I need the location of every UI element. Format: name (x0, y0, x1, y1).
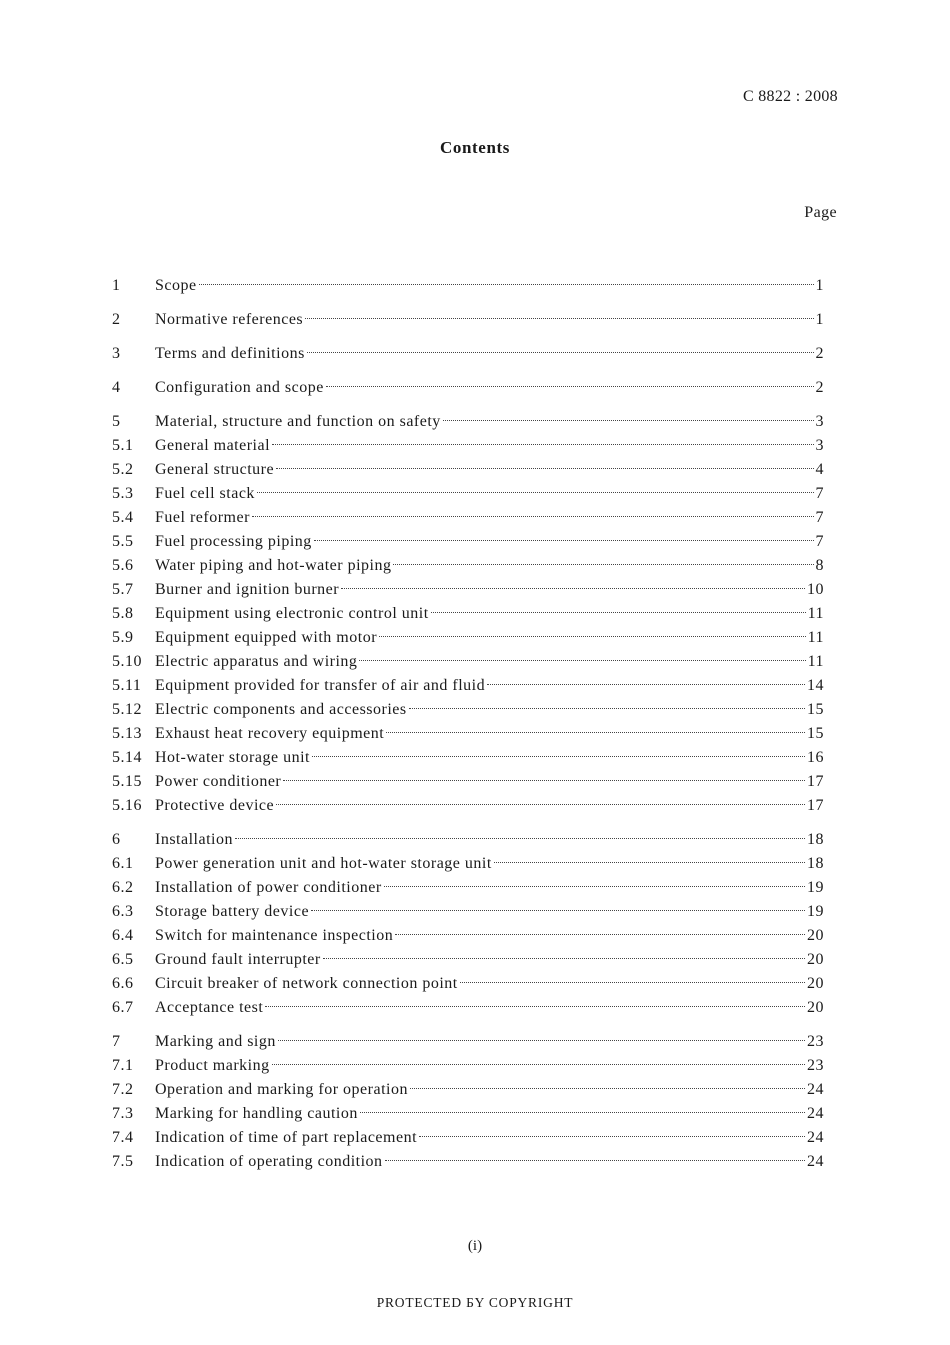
toc-dot-leader (314, 540, 814, 541)
toc-entry-title: Hot-water storage unit (155, 749, 310, 766)
toc-entry (112, 674, 824, 698)
toc-entry-title: Installation (155, 831, 233, 848)
toc-entry-page: 10 (807, 581, 824, 598)
toc-entry-title: Product marking (155, 1057, 270, 1074)
toc-entry-number: 2 (112, 311, 121, 328)
toc-entry-page: 11 (807, 653, 824, 670)
toc-entry-title: Equipment using electronic control unit (155, 605, 429, 622)
toc-entry-page: 17 (807, 797, 824, 814)
toc-dot-leader (379, 636, 806, 637)
toc-dot-leader (326, 386, 814, 387)
toc-entry-page: 2 (815, 379, 824, 396)
toc-entry-page: 1 (815, 277, 824, 294)
toc-dot-leader (272, 1064, 805, 1065)
toc-entry-title: Electric apparatus and wiring (155, 653, 358, 670)
toc-dot-leader (323, 958, 805, 959)
toc-dot-leader (359, 660, 805, 661)
toc-entry-title: Exhaust heat recovery equipment (155, 725, 385, 742)
toc-dot-leader (395, 934, 805, 935)
toc-entry (112, 1150, 824, 1174)
toc-dot-leader (265, 1006, 805, 1007)
toc-entry-page: 7 (815, 533, 824, 550)
toc-entry (112, 900, 824, 924)
toc-dot-leader (257, 492, 814, 493)
toc-entry-number: 5.8 (112, 605, 134, 622)
toc-entry-page: 3 (815, 437, 824, 454)
toc-entry (112, 342, 824, 366)
toc-entry-number: 5.11 (112, 677, 142, 694)
toc-dot-leader (276, 468, 813, 469)
toc-entry-title: Burner and ignition burner (155, 581, 340, 598)
toc-entry (112, 274, 824, 298)
toc-entry-number: 6.6 (112, 975, 134, 992)
toc-dot-leader (283, 780, 805, 781)
toc-entry-page: 3 (815, 413, 824, 430)
toc-entry (112, 602, 824, 626)
toc-entry-page: 11 (807, 605, 824, 622)
toc-dot-leader (341, 588, 805, 589)
toc-entry-title: Circuit breaker of network connection point (155, 975, 458, 992)
toc-entry-number: 6.3 (112, 903, 134, 920)
toc-entry-title: General material (155, 437, 271, 454)
toc-entry-page: 8 (815, 557, 824, 574)
toc-entry-page: 24 (807, 1129, 824, 1146)
toc-entry-number: 6.2 (112, 879, 134, 896)
toc-entry-page: 18 (807, 855, 824, 872)
toc-dot-leader (252, 516, 814, 517)
toc-dot-leader (494, 862, 805, 863)
toc-entry-number: 6.4 (112, 927, 134, 944)
toc-entry-page: 1 (815, 311, 824, 328)
toc-entry (112, 626, 824, 650)
toc-dot-leader (307, 352, 814, 353)
toc-dot-leader (419, 1136, 805, 1137)
toc-entry-page: 2 (815, 345, 824, 362)
toc-entry-number: 5.10 (112, 653, 142, 670)
toc-entry-page: 24 (807, 1153, 824, 1170)
toc-entry-title: Storage battery device (155, 903, 310, 920)
toc-entry-page: 20 (807, 999, 824, 1016)
toc-entry (112, 410, 824, 434)
toc-entry-title: Power generation unit and hot-water storage unit (155, 855, 492, 872)
toc-entry (112, 1126, 824, 1150)
toc-entry (112, 1054, 824, 1078)
toc-entry-title: Protective device (155, 797, 275, 814)
toc-entry-number: 3 (112, 345, 121, 362)
toc-entry (112, 722, 824, 746)
toc-entry-title: Electric components and accessories (155, 701, 407, 718)
toc-dot-leader (385, 1160, 805, 1161)
toc-entry-title: Marking for handling caution (155, 1105, 358, 1122)
toc-entry-number: 6.1 (112, 855, 134, 872)
toc-entry-title: Power conditioner (155, 773, 282, 790)
toc-dot-leader (384, 886, 805, 887)
toc-entry-page: 15 (807, 701, 824, 718)
toc-entry (112, 1102, 824, 1126)
toc-dot-leader (393, 564, 813, 565)
toc-entry-page: 15 (807, 725, 824, 742)
toc-entry-number: 7.4 (112, 1129, 134, 1146)
table-of-contents (112, 274, 824, 1174)
toc-entry-title: Acceptance test (155, 999, 264, 1016)
toc-dot-leader (235, 838, 805, 839)
toc-entry-page: 23 (807, 1033, 824, 1050)
toc-entry (112, 972, 824, 996)
page-folio: (i) (467, 1238, 483, 1254)
toc-entry-title: Scope (155, 277, 197, 294)
toc-entry-number: 6.5 (112, 951, 134, 968)
toc-entry-title: Indication of operating condition (155, 1153, 383, 1170)
toc-entry-number: 5.9 (112, 629, 134, 646)
toc-entry (112, 376, 824, 400)
toc-entry (112, 876, 824, 900)
toc-dot-leader (199, 284, 814, 285)
toc-dot-leader (305, 318, 813, 319)
toc-entry-title: General structure (155, 461, 275, 478)
toc-entry-title: Indication of time of part replacement (155, 1129, 418, 1146)
toc-entry-page: 23 (807, 1057, 824, 1074)
toc-entry-number: 5.3 (112, 485, 134, 502)
toc-entry-page: 19 (807, 879, 824, 896)
toc-entry (112, 554, 824, 578)
toc-dot-leader (272, 444, 813, 445)
toc-entry-page: 20 (807, 951, 824, 968)
toc-entry (112, 434, 824, 458)
toc-dot-leader (487, 684, 805, 685)
toc-entry-page: 16 (807, 749, 824, 766)
toc-entry (112, 458, 824, 482)
toc-entry (112, 1030, 824, 1054)
toc-entry (112, 948, 824, 972)
toc-entry-number: 4 (112, 379, 121, 396)
toc-entry (112, 482, 824, 506)
toc-entry (112, 924, 824, 948)
toc-entry-title: Marking and sign (155, 1033, 276, 1050)
toc-entry-page: 4 (815, 461, 824, 478)
standard-number: C 8822 : 2008 (742, 88, 838, 105)
toc-entry (112, 650, 824, 674)
toc-entry-number: 6.7 (112, 999, 134, 1016)
toc-dot-leader (410, 1088, 805, 1089)
toc-entry (112, 1078, 824, 1102)
copyright-notice: PROTECTED БY COPYRIGHT (376, 1295, 574, 1310)
toc-entry-number: 7.1 (112, 1057, 134, 1074)
toc-dot-leader (312, 756, 805, 757)
toc-entry-number: 5.7 (112, 581, 134, 598)
toc-entry-title: Equipment equipped with motor (155, 629, 378, 646)
toc-dot-leader (276, 804, 805, 805)
toc-entry-page: 20 (807, 975, 824, 992)
toc-entry-page: 7 (815, 485, 824, 502)
toc-entry-number: 5.5 (112, 533, 134, 550)
toc-dot-leader (443, 420, 814, 421)
toc-entry-number: 5.6 (112, 557, 134, 574)
toc-entry-number: 5 (112, 413, 121, 430)
toc-entry (112, 770, 824, 794)
toc-entry-page: 19 (807, 903, 824, 920)
toc-entry-title: Ground fault interrupter (155, 951, 321, 968)
toc-dot-leader (278, 1040, 805, 1041)
toc-entry-title: Fuel processing piping (155, 533, 312, 550)
toc-dot-leader (311, 910, 805, 911)
toc-dot-leader (431, 612, 806, 613)
toc-entry (112, 530, 824, 554)
toc-entry-title: Material, structure and function on safety (155, 413, 441, 430)
toc-entry-page: 20 (807, 927, 824, 944)
toc-entry-page: 24 (807, 1105, 824, 1122)
toc-entry (112, 794, 824, 818)
toc-entry-page: 11 (807, 629, 824, 646)
toc-entry-number: 5.2 (112, 461, 134, 478)
toc-entry-page: 18 (807, 831, 824, 848)
toc-entry-number: 1 (112, 277, 121, 294)
toc-entry-page: 17 (807, 773, 824, 790)
toc-entry-number: 7.2 (112, 1081, 134, 1098)
toc-entry-title: Equipment provided for transfer of air and fluid (155, 677, 486, 694)
page-title: Contents (440, 138, 510, 157)
toc-entry-number: 5.15 (112, 773, 142, 790)
toc-entry-number: 7.5 (112, 1153, 134, 1170)
toc-entry (112, 308, 824, 332)
toc-entry (112, 996, 824, 1020)
toc-entry-number: 5.12 (112, 701, 142, 718)
toc-entry-number: 5.14 (112, 749, 142, 766)
toc-dot-leader (409, 708, 805, 709)
toc-entry (112, 828, 824, 852)
toc-entry (112, 852, 824, 876)
toc-entry-number: 5.1 (112, 437, 134, 454)
toc-entry-number: 7 (112, 1033, 121, 1050)
toc-entry-title: Fuel reformer (155, 509, 250, 526)
page-column-label: Page (804, 204, 837, 221)
toc-entry (112, 506, 824, 530)
toc-entry-number: 5.4 (112, 509, 134, 526)
toc-entry-number: 7.3 (112, 1105, 134, 1122)
toc-entry-title: Installation of power conditioner (155, 879, 382, 896)
toc-dot-leader (460, 982, 805, 983)
toc-entry-number: 5.13 (112, 725, 142, 742)
toc-entry-title: Fuel cell stack (155, 485, 255, 502)
toc-entry-title: Terms and definitions (155, 345, 305, 362)
toc-entry (112, 746, 824, 770)
toc-entry-page: 24 (807, 1081, 824, 1098)
toc-entry (112, 578, 824, 602)
toc-entry-title: Configuration and scope (155, 379, 324, 396)
toc-entry-page: 7 (815, 509, 824, 526)
toc-entry-number: 6 (112, 831, 121, 848)
toc-entry-title: Normative references (155, 311, 304, 328)
toc-entry-page: 14 (807, 677, 824, 694)
toc-entry (112, 698, 824, 722)
toc-entry-title: Water piping and hot-water piping (155, 557, 392, 574)
toc-dot-leader (386, 732, 805, 733)
toc-entry-title: Operation and marking for operation (155, 1081, 408, 1098)
toc-entry-number: 5.16 (112, 797, 142, 814)
toc-entry-title: Switch for maintenance inspection (155, 927, 394, 944)
toc-dot-leader (360, 1112, 805, 1113)
